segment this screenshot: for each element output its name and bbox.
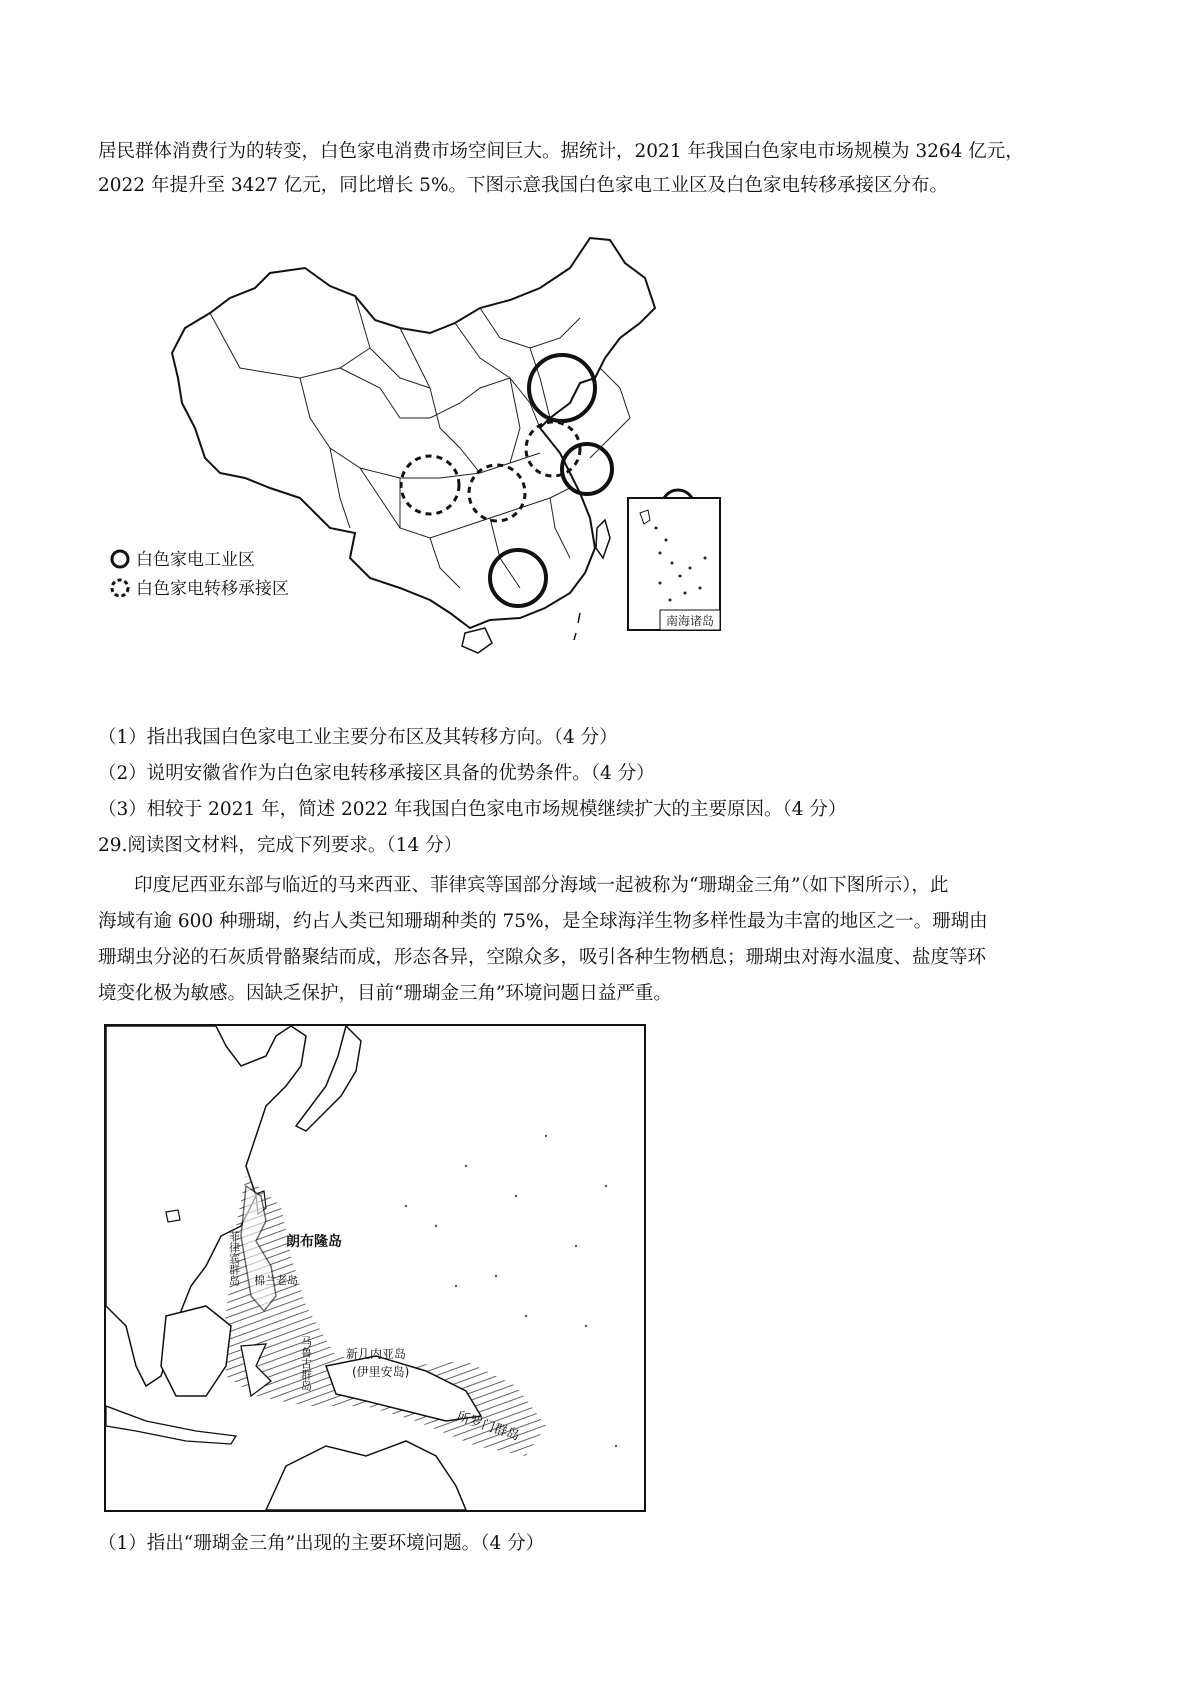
legend-solid-icon <box>112 551 128 567</box>
australia <box>266 1441 466 1510</box>
q28-question-3: （3）相较于 2021 年，简述 2022 年我国白色家电市场规模继续扩大的主要原因。（4 分） <box>98 799 847 820</box>
q29-question-1: （1）指出“珊瑚金三角”出现的主要环境问题。（4 分） <box>98 1533 545 1554</box>
q28-question-2: （2）说明安徽省作为白色家电转移承接区具备的优势条件。（4 分） <box>98 763 655 784</box>
china-appliance-map <box>100 228 800 688</box>
china-map-figure <box>100 228 800 688</box>
label-irian: (伊里安岛) <box>352 1365 410 1379</box>
java-sumatra <box>106 1406 236 1444</box>
label-mianlanlao: 棉兰老岛 <box>254 1274 298 1287</box>
q29-para-2: 海域有逾 600 种珊瑚，约占人类已知珊瑚种类的 75%，是全球海洋生物多样性最为丰富的地区之一。珊瑚由 <box>98 911 988 932</box>
q29-title: 29.阅读图文材料，完成下列要求。（14 分） <box>98 835 463 856</box>
label-philippines: 菲律宾群岛 <box>227 1231 241 1286</box>
inset-label: 南海诸岛 <box>665 614 715 628</box>
legend-dashed-icon <box>112 580 128 596</box>
taiwan-island <box>596 520 610 558</box>
hainan-island <box>462 628 492 653</box>
coral-map-figure <box>106 1026 644 1510</box>
borneo <box>161 1306 231 1396</box>
label-solomon: 所罗门群岛 <box>454 1409 522 1444</box>
coral-triangle-map <box>104 1024 646 1512</box>
label-newguinea: 新几内亚岛 <box>346 1347 407 1361</box>
label-langbulong: 朗布隆岛 <box>286 1234 342 1250</box>
coral-triangle-region <box>224 1176 546 1456</box>
q28-question-1: （1）指出我国白色家电工业主要分布区及其转移方向。（4 分） <box>98 727 618 748</box>
legend-dashed-label: 白色家电转移承接区 <box>136 579 289 599</box>
intro-line-1: 居民群体消费行为的转变，白色家电消费市场空间巨大。据统计，2021 年我国白色家电市场规模为 3264 亿元， <box>98 141 1024 162</box>
q29-para-3: 珊瑚虫分泌的石灰质骨骼聚结而成，形态各异，空隙众多，吸引各种生物栖息；珊瑚虫对海水温度、盐度等环 <box>98 947 987 968</box>
label-maluku: 马鲁古群岛 <box>299 1336 313 1391</box>
legend-solid-label: 白色家电工业区 <box>136 550 255 570</box>
q29-para-1: 印度尼西亚东部与临近的马来西亚、菲律宾等国部分海域一起被称为“珊瑚金三角”（如下图所示），此 <box>134 875 949 896</box>
intro-line-2: 2022 年提升至 3427 亿元，同比增长 5%。下图示意我国白色家电工业区及白色家电转移承接区分布。 <box>98 175 949 196</box>
q29-para-4: 境变化极为敏感。因缺乏保护，目前“珊瑚金三角”环境问题日益严重。 <box>98 983 672 1004</box>
hainan <box>166 1210 180 1222</box>
